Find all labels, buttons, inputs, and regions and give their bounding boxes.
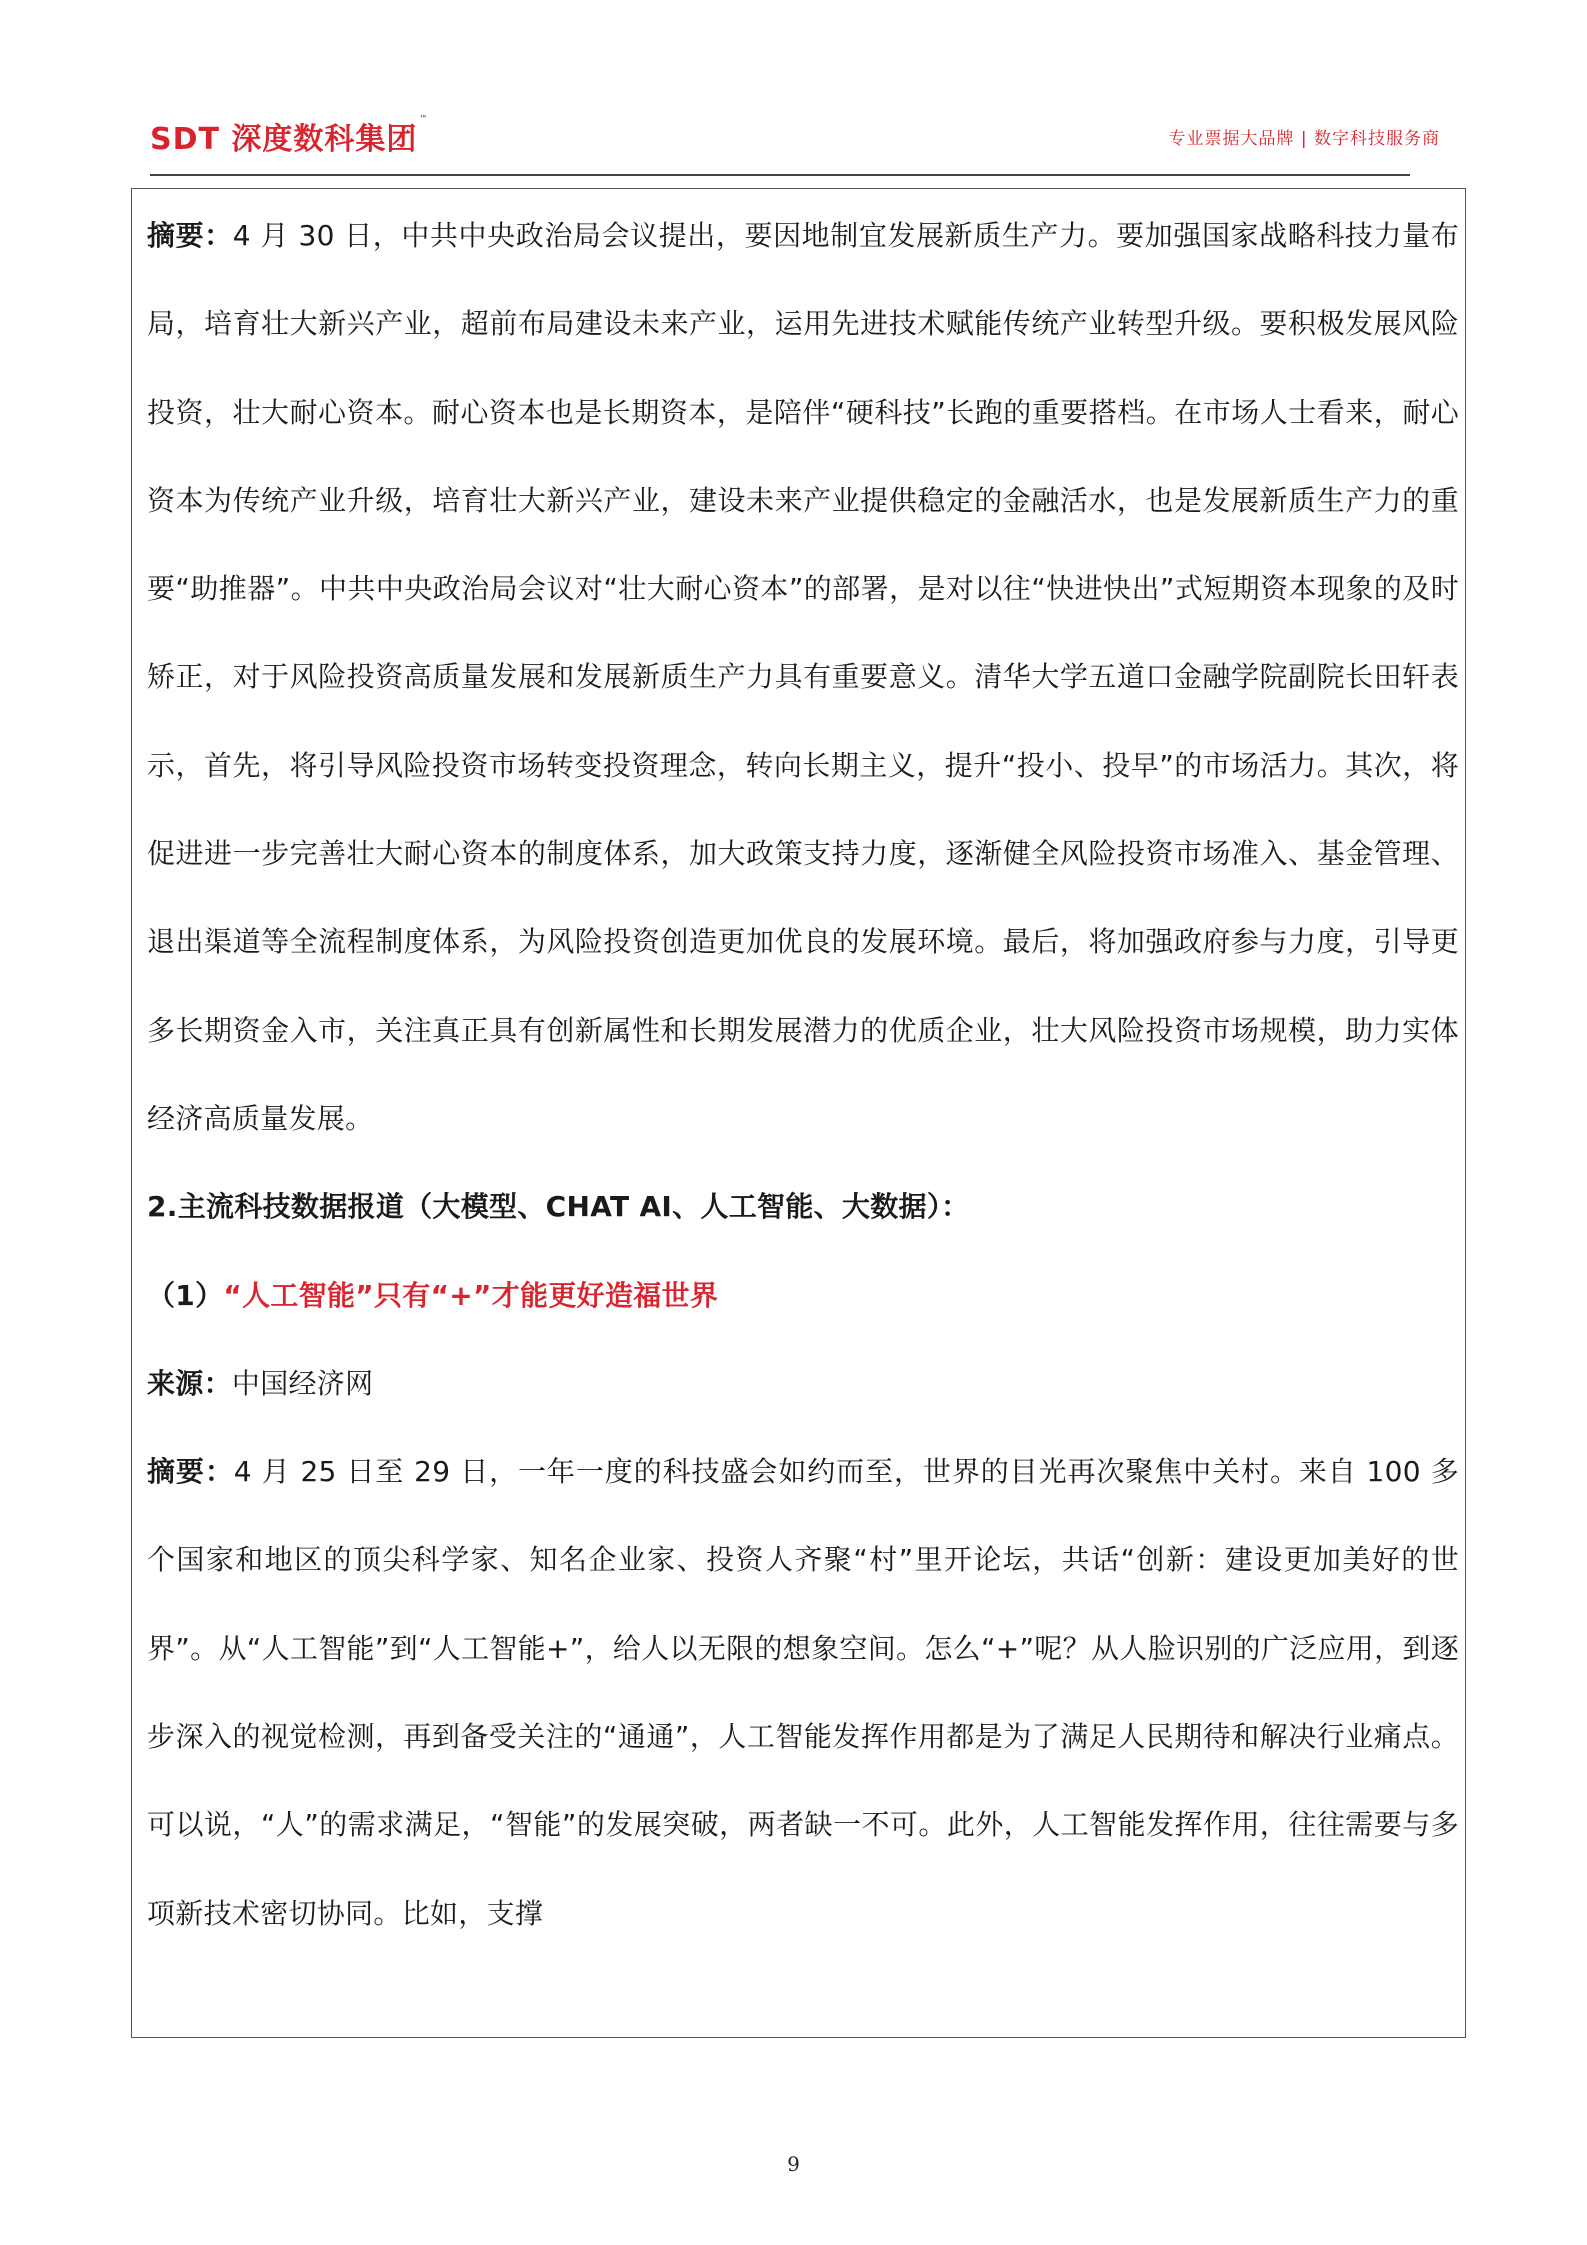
article-title-text: “人工智能”只有“+”才能更好造福世界 <box>223 1278 719 1312</box>
source-line <box>147 1340 1459 1428</box>
summary-label: 摘要： <box>147 1455 234 1489</box>
section-heading: 2.主流科技数据报道（大模型、CHAT AI、人工智能、大数据）： <box>147 1190 970 1224</box>
trademark-mark: ™ <box>419 114 429 123</box>
logo-text: SDT 深度数科集团 <box>150 122 418 157</box>
summary-paragraph-2 <box>147 1428 1459 1958</box>
article-number: （1） <box>147 1278 224 1312</box>
document-body <box>147 192 1459 1958</box>
page-header <box>150 110 1440 160</box>
summary-text: 4 月 30 日，中共中央政治局会议提出，要因地制宜发展新质生产力。要加强国家战略科技力量布局，培育壮大新兴产业，超前布局建设未来产业，运用先进技术赋能传统产业转型升级。要积极发展风险投资，壮大耐心资本。耐心资本也是长期资本，是陪伴“硬科技”长跑的重要搭档。在市场人士看来，耐心资本为传统产业升级，培育壮大新兴产业，建设未来产业提供稳定的金融活水，也是发展新质生产力的重要“助推器”。中共中央政治局会议对“壮大耐心资本”的部署，是对以往“快进快出”式短期资本现象的及时矫正，对于风险投资高质量发展和发展新质生产力具有重要意义。清华大学五道口金融学院副院长田轩表示，首先，将引导风险投资市场转变投资理念，转向长期主义，提升“投小、投早”的市场活力。其次，将促进进一步完善壮大耐心资本的制度体系，加大政策支持力度，逐渐健全风险投资市场准入、基金管理、退出渠道等全流程制度体系，为风险投资创造更加优良的发展环境。最后，将加强政府参与力度，引导更多长期资金入市，关注真正具有创新属性和长期发展潜力的优质企业，壮大风险投资市场规模，助力实体经济高质量发展。 <box>147 219 1459 1135</box>
source-text: 中国经济网 <box>231 1366 374 1400</box>
summary-label: 摘要： <box>147 219 233 252</box>
article-title <box>147 1252 1459 1340</box>
header-slogan: 专业票据大品牌 | 数字科技服务商 <box>1168 129 1440 149</box>
page-number: 9 <box>787 2152 800 2176</box>
header-divider <box>150 174 1410 176</box>
source-label: 来源： <box>147 1366 232 1400</box>
summary-text: 4 月 25 日至 29 日，一年一度的科技盛会如约而至，世界的目光再次聚焦中关村。来自 100 多个国家和地区的顶尖科学家、知名企业家、投资人齐聚“村”里开论坛，共话“创新：建设更加美好的世界”。从“人工智能”到“人工智能+”，给人以无限的想象空间。怎么“+”呢？从人脸识别的广泛应用，到逐步深入的视觉检测，再到备受关注的“通通”，人工智能发挥作用都是为了满足人民期待和解决行业痛点。可以说，“人”的需求满足，“智能”的发展突破，两者缺一不可。此外，人工智能发挥作用，往往需要与多项新技术密切协同。比如，支撑 <box>147 1455 1459 1930</box>
summary-paragraph-1 <box>147 192 1459 1163</box>
company-logo <box>150 114 428 158</box>
